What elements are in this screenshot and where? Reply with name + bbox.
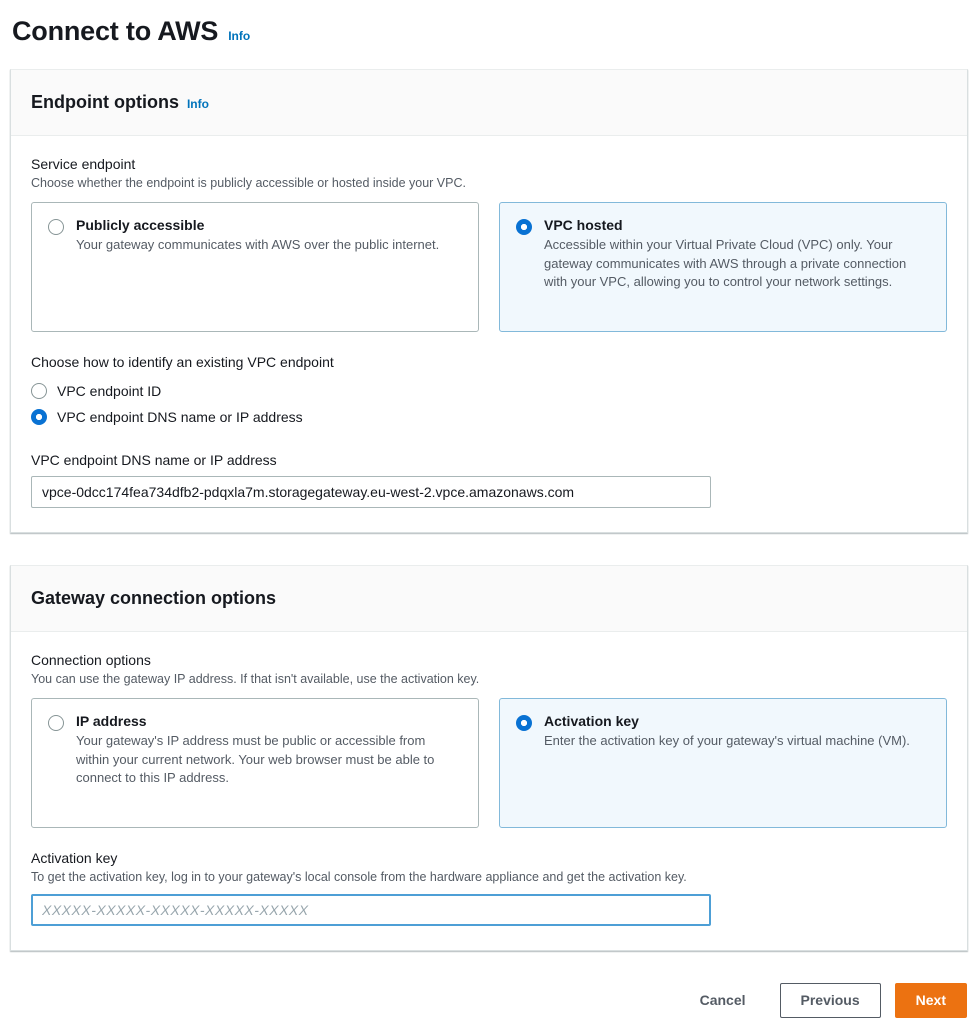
endpoint-options-card — [10, 69, 968, 533]
radio-unchecked-icon — [31, 383, 47, 399]
dns-name-input[interactable] — [31, 476, 711, 508]
tile-description: Your gateway's IP address must be public or accessible from within your current network. Your web browser must be able to connect to this IP address. — [76, 733, 435, 786]
activation-key-input[interactable] — [31, 894, 711, 926]
tile-description: Accessible within your Virtual Private Cloud (VPC) only. Your gateway communicates with AWS through a private connection with your VPC, allowing you to control your network settings. — [544, 237, 907, 290]
footer-actions — [10, 983, 968, 1017]
identify-endpoint-radio-group — [31, 378, 947, 430]
service-endpoint-label: Service endpoint — [31, 156, 136, 172]
tile-text — [544, 217, 930, 317]
activation-key-field — [31, 850, 947, 926]
connection-options-label: Connection options — [31, 652, 151, 669]
tile-title: Publicly accessible — [76, 217, 205, 234]
radio-unchecked-icon — [48, 715, 64, 731]
tile-publicly-accessible[interactable] — [31, 202, 479, 332]
gateway-connection-card — [10, 565, 968, 951]
next-button[interactable]: Next — [895, 983, 967, 1017]
radio-option-label: VPC endpoint DNS name or IP address — [57, 409, 303, 426]
tile-title: IP address — [76, 713, 147, 730]
dns-name-field — [31, 452, 947, 508]
page-title: Connect to AWS — [12, 16, 219, 46]
radio-option-vpc-endpoint-dns[interactable] — [31, 404, 947, 430]
radio-option-label: VPC endpoint ID — [57, 383, 162, 400]
dns-name-label: VPC endpoint DNS name or IP address — [31, 452, 277, 469]
tile-text — [76, 217, 462, 317]
tile-title: VPC hosted — [544, 217, 623, 234]
radio-option-vpc-endpoint-id[interactable] — [31, 378, 947, 404]
radio-checked-icon — [31, 409, 47, 425]
radio-checked-icon — [516, 219, 532, 235]
page-header — [12, 16, 966, 47]
endpoint-options-title: Endpoint options — [31, 92, 179, 112]
tile-vpc-hosted[interactable] — [499, 202, 947, 332]
page-info-link[interactable]: Info — [228, 29, 251, 43]
connection-options-field — [31, 652, 947, 828]
endpoint-options-card-body — [11, 136, 967, 532]
service-endpoint-field — [31, 156, 947, 332]
tile-text — [544, 713, 930, 813]
tile-description: Your gateway communicates with AWS over the public internet. — [76, 237, 440, 253]
tile-description: Enter the activation key of your gateway's virtual machine (VM). — [544, 733, 910, 749]
connection-options-tiles — [31, 698, 947, 828]
previous-button[interactable]: Previous — [780, 983, 881, 1017]
activation-key-description: To get the activation key, log in to your gateway's local console from the hardware appliance and get the activation key. — [31, 870, 687, 885]
endpoint-options-card-header — [11, 70, 967, 136]
radio-unchecked-icon — [48, 219, 64, 235]
gateway-connection-card-body — [11, 632, 967, 950]
endpoint-options-info-link[interactable]: Info — [186, 97, 209, 111]
tile-title: Activation key — [544, 713, 639, 730]
service-endpoint-tiles — [31, 202, 947, 332]
identify-endpoint-label: Choose how to identify an existing VPC endpoint — [31, 354, 334, 371]
radio-checked-icon — [516, 715, 532, 731]
tile-activation-key[interactable] — [499, 698, 947, 828]
tile-text — [76, 713, 462, 813]
connection-options-description: You can use the gateway IP address. If that isn't available, use the activation key. — [31, 672, 480, 687]
activation-key-label: Activation key — [31, 850, 118, 867]
service-endpoint-description: Choose whether the endpoint is publicly accessible or hosted inside your VPC. — [31, 176, 466, 190]
cancel-button[interactable]: Cancel — [690, 984, 756, 1016]
tile-ip-address[interactable] — [31, 698, 479, 828]
identify-endpoint-field — [31, 354, 947, 430]
gateway-connection-title: Gateway connection options — [31, 588, 277, 609]
gateway-connection-card-header — [11, 566, 967, 632]
